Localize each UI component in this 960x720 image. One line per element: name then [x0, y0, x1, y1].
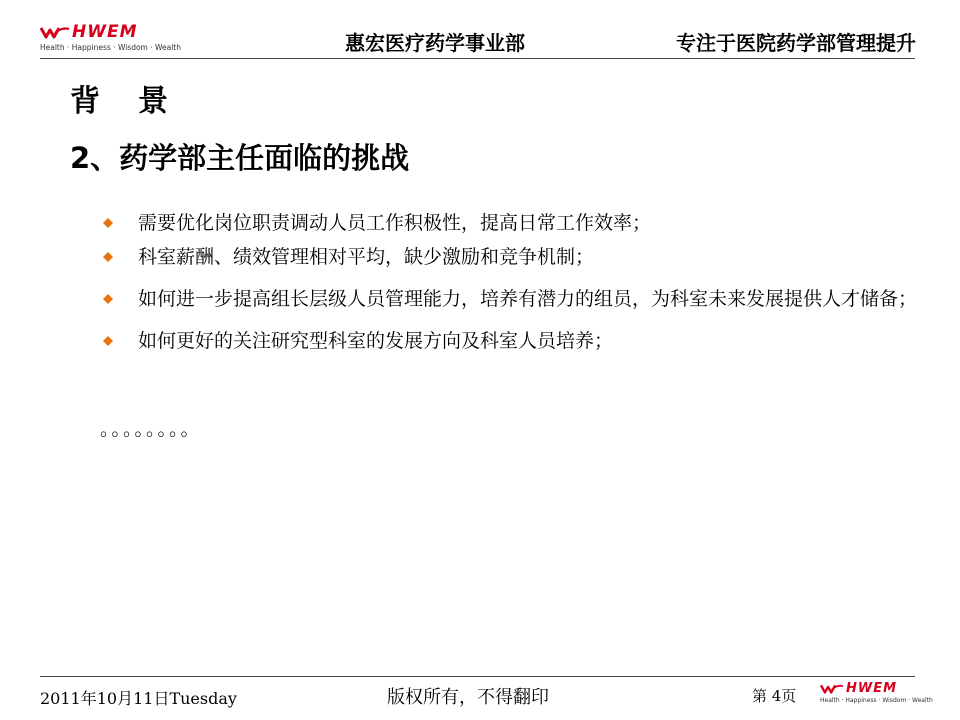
- footer-date: 2011年10月11日Tuesday: [40, 689, 237, 708]
- footer-divider: [40, 676, 915, 677]
- diamond-bullet-icon: [102, 293, 114, 305]
- list-item-text: 如何更好的关注研究型科室的发展方向及科室人员培养；: [138, 330, 614, 352]
- swoosh-logo-icon: [820, 683, 844, 694]
- department-name: 惠宏医疗药学事业部: [345, 31, 525, 55]
- logo-wordmark: HWEM: [846, 681, 898, 696]
- list-item: [100, 282, 930, 316]
- footer-logo: [820, 681, 933, 704]
- logo-tagline: Health · Happiness · Wisdom · Wealth: [820, 697, 933, 704]
- continuation-ellipsis: 。。。。。。。。: [100, 418, 202, 440]
- diamond-bullet-icon: [102, 335, 114, 347]
- copyright-notice: 版权所有，不得翻印: [387, 687, 549, 708]
- header-divider: [40, 58, 915, 59]
- slide-subtitle: 2、药学部主任面临的挑战: [70, 141, 410, 175]
- company-logo: [40, 22, 181, 52]
- list-item-text: 需要优化岗位职责调动人员工作积极性，提高日常工作效率；: [138, 212, 652, 234]
- list-item-text: 如何进一步提高组长层级人员管理能力，培养有潜力的组员，为科室未来发展提供人才储备；: [138, 288, 918, 310]
- section-title: 背景: [70, 84, 206, 119]
- list-item: [100, 324, 930, 358]
- logo-tagline: Health · Happiness · Wisdom · Wealth: [40, 43, 181, 52]
- challenge-list: [100, 206, 930, 358]
- swoosh-logo-icon: [40, 25, 70, 39]
- diamond-bullet-icon: [102, 217, 114, 229]
- page-number: 第 4页: [752, 687, 797, 705]
- list-item-text: 科室薪酬、绩效管理相对平均，缺少激励和竞争机制；: [138, 246, 595, 268]
- header-slogan: 专注于医院药学部管理提升: [676, 31, 916, 55]
- logo-wordmark: HWEM: [72, 22, 138, 42]
- list-item: [100, 206, 930, 240]
- list-item: [100, 240, 930, 274]
- diamond-bullet-icon: [102, 251, 114, 263]
